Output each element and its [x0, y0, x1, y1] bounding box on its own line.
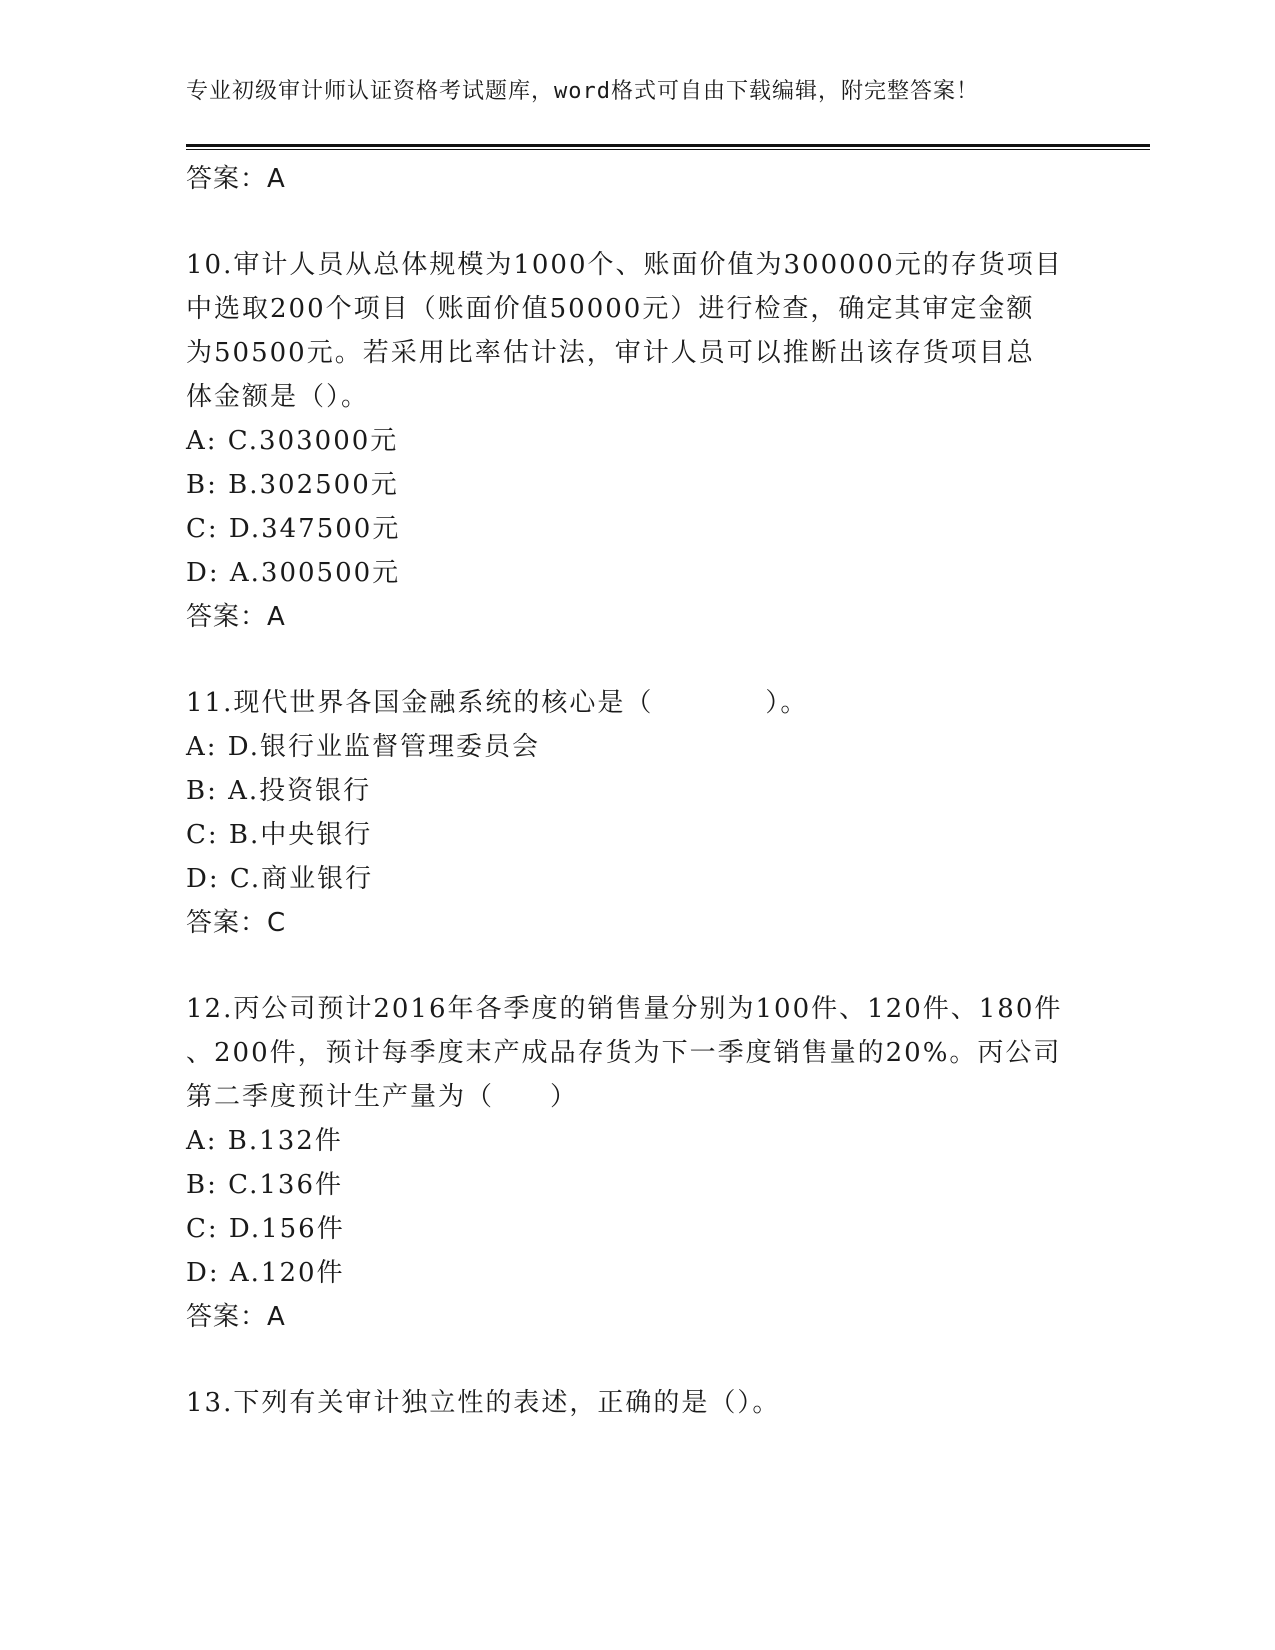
q10-text-line-3: 为50500元。若采用比率估计法，审计人员可以推断出该存货项目总	[186, 338, 1035, 368]
q10-text-line-4: 体金额是（）。	[186, 382, 370, 412]
q11-option-c: C: B.中央银行	[186, 820, 373, 850]
q11-answer: 答案：C	[186, 908, 287, 938]
q10-text-line-1: 10.审计人员从总体规模为1000个、账面价值为300000元的存货项目	[186, 250, 1063, 280]
q12-text-line-2: 、200件，预计每季度末产成品存货为下一季度销售量的20%。丙公司	[186, 1038, 1062, 1068]
q11-option-d: D: C.商业银行	[186, 864, 374, 894]
q10-option-d: D: A.300500元	[186, 558, 401, 588]
q11-option-b: B: A.投资银行	[186, 776, 372, 806]
q12-text-line-1: 12.丙公司预计2016年各季度的销售量分别为100件、120件、180件	[186, 994, 1063, 1024]
q12-text-line-3: 第二季度预计生产量为（ ）	[186, 1082, 579, 1112]
q12-option-a: A: B.132件	[186, 1126, 343, 1156]
q12-option-c: C: D.156件	[186, 1214, 345, 1244]
q10-text-line-2: 中选取200个项目（账面价值50000元）进行检查，确定其审定金额	[186, 294, 1035, 324]
q10-option-c: C: D.347500元	[186, 514, 401, 544]
q10-answer: 答案：A	[186, 602, 286, 632]
q13-text-line-1: 13.下列有关审计独立性的表述，正确的是（）。	[186, 1388, 781, 1418]
q12-option-b: B: C.136件	[186, 1170, 343, 1200]
q12-option-d: D: A.120件	[186, 1258, 345, 1288]
q10-option-a: A: C.303000元	[186, 426, 399, 456]
header-rule-thick	[186, 144, 1150, 147]
header-rule-thin	[186, 149, 1150, 150]
q10-option-b: B: B.302500元	[186, 470, 399, 500]
q11-option-a: A: D.银行业监督管理委员会	[186, 732, 540, 762]
q11-text-line-1: 11.现代世界各国金融系统的核心是（ ）。	[186, 688, 809, 718]
page-header: 专业初级审计师认证资格考试题库，word格式可自由下载编辑，附完整答案！	[186, 79, 979, 104]
answer-q9: 答案：A	[186, 164, 286, 194]
q12-answer: 答案：A	[186, 1302, 286, 1332]
